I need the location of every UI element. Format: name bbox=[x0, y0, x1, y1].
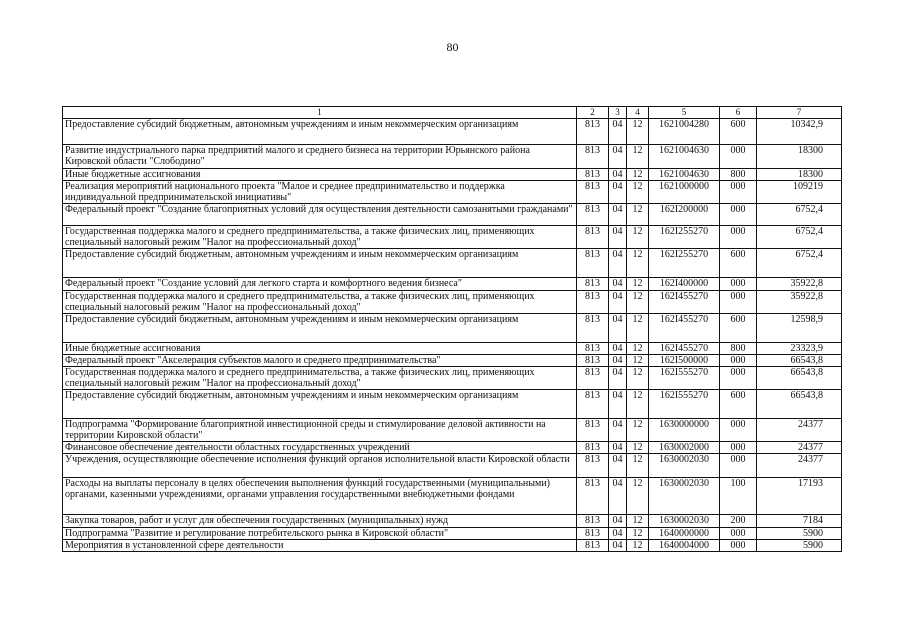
expense-type-cell: 600 bbox=[720, 249, 757, 278]
section-code-cell: 04 bbox=[609, 478, 627, 515]
expense-type-cell: 600 bbox=[720, 119, 757, 145]
ministry-code-cell: 813 bbox=[577, 291, 609, 314]
expense-type-cell: 800 bbox=[720, 169, 757, 181]
table-row bbox=[63, 478, 842, 515]
subsection-code-cell: 12 bbox=[627, 390, 649, 419]
target-article-cell: 162I455270 bbox=[649, 314, 720, 343]
header-cell: 5 bbox=[649, 107, 720, 119]
target-article-cell: 162I255270 bbox=[649, 249, 720, 278]
item-name-cell: Предоставление субсидий бюджетным, автономным учреждениям и иным некоммерческим организациям bbox=[63, 314, 577, 343]
amount-cell: 35922,8 bbox=[757, 291, 842, 314]
section-code-cell: 04 bbox=[609, 515, 627, 528]
target-article-cell: 1630000000 bbox=[649, 419, 720, 442]
item-name-cell: Подпрограмма "Формирование благоприятной инвестиционной среды и стимулирование деловой активности на территории Кировской области" bbox=[63, 419, 577, 442]
table-row bbox=[63, 145, 842, 169]
amount-cell: 17193 bbox=[757, 478, 842, 515]
header-cell: 2 bbox=[577, 107, 609, 119]
expense-type-cell: 000 bbox=[720, 278, 757, 291]
expense-type-cell: 000 bbox=[720, 181, 757, 204]
section-code-cell: 04 bbox=[609, 226, 627, 249]
target-article-cell: 162I500000 bbox=[649, 355, 720, 367]
ministry-code-cell: 813 bbox=[577, 278, 609, 291]
table-row bbox=[63, 314, 842, 343]
table-row bbox=[63, 528, 842, 540]
amount-cell: 18300 bbox=[757, 169, 842, 181]
amount-cell: 10342,9 bbox=[757, 119, 842, 145]
header-cell: 3 bbox=[609, 107, 627, 119]
table-row bbox=[63, 226, 842, 249]
ministry-code-cell: 813 bbox=[577, 226, 609, 249]
table-row bbox=[63, 119, 842, 145]
ministry-code-cell: 813 bbox=[577, 540, 609, 552]
item-name-cell: Федеральный проект "Акселерация субъектов малого и среднего предпринимательства" bbox=[63, 355, 577, 367]
section-code-cell: 04 bbox=[609, 390, 627, 419]
item-name-cell: Федеральный проект "Создание условий для легкого старта и комфортного ведения бизнеса" bbox=[63, 278, 577, 291]
table-row bbox=[63, 204, 842, 226]
item-name-cell: Государственная поддержка малого и среднего предпринимательства, а также физических лиц, применяющих специальный налоговый режим "Налог на профессиональный доход" bbox=[63, 367, 577, 390]
ministry-code-cell: 813 bbox=[577, 204, 609, 226]
amount-cell: 5900 bbox=[757, 528, 842, 540]
table-row bbox=[63, 515, 842, 528]
subsection-code-cell: 12 bbox=[627, 314, 649, 343]
target-article-cell: 1630002030 bbox=[649, 478, 720, 515]
subsection-code-cell: 12 bbox=[627, 249, 649, 278]
table-header-row bbox=[63, 107, 842, 119]
section-code-cell: 04 bbox=[609, 419, 627, 442]
ministry-code-cell: 813 bbox=[577, 515, 609, 528]
section-code-cell: 04 bbox=[609, 204, 627, 226]
subsection-code-cell: 12 bbox=[627, 540, 649, 552]
ministry-code-cell: 813 bbox=[577, 314, 609, 343]
amount-cell: 6752,4 bbox=[757, 226, 842, 249]
expense-type-cell: 000 bbox=[720, 454, 757, 478]
subsection-code-cell: 12 bbox=[627, 367, 649, 390]
ministry-code-cell: 813 bbox=[577, 454, 609, 478]
expense-type-cell: 000 bbox=[720, 291, 757, 314]
ministry-code-cell: 813 bbox=[577, 355, 609, 367]
subsection-code-cell: 12 bbox=[627, 343, 649, 355]
item-name-cell: Учреждения, осуществляющие обеспечение исполнения функций органов исполнительной власти Кировской области bbox=[63, 454, 577, 478]
table-row bbox=[63, 249, 842, 278]
ministry-code-cell: 813 bbox=[577, 442, 609, 454]
table-body bbox=[63, 107, 842, 552]
target-article-cell: 1640000000 bbox=[649, 528, 720, 540]
ministry-code-cell: 813 bbox=[577, 343, 609, 355]
amount-cell: 23323,9 bbox=[757, 343, 842, 355]
section-code-cell: 04 bbox=[609, 145, 627, 169]
target-article-cell: 1621004280 bbox=[649, 119, 720, 145]
expense-type-cell: 000 bbox=[720, 226, 757, 249]
ministry-code-cell: 813 bbox=[577, 419, 609, 442]
target-article-cell: 1621004630 bbox=[649, 169, 720, 181]
amount-cell: 6752,4 bbox=[757, 204, 842, 226]
subsection-code-cell: 12 bbox=[627, 454, 649, 478]
section-code-cell: 04 bbox=[609, 442, 627, 454]
section-code-cell: 04 bbox=[609, 291, 627, 314]
amount-cell: 109219 bbox=[757, 181, 842, 204]
subsection-code-cell: 12 bbox=[627, 204, 649, 226]
item-name-cell: Мероприятия в установленной сфере деятельности bbox=[63, 540, 577, 552]
target-article-cell: 1630002030 bbox=[649, 515, 720, 528]
item-name-cell: Развитие индустриального парка предприятий малого и среднего бизнеса на территории Юрьянского района Кировской области "Слободино" bbox=[63, 145, 577, 169]
target-article-cell: 1621000000 bbox=[649, 181, 720, 204]
section-code-cell: 04 bbox=[609, 528, 627, 540]
ministry-code-cell: 813 bbox=[577, 145, 609, 169]
budget-table bbox=[62, 106, 842, 552]
expense-type-cell: 000 bbox=[720, 367, 757, 390]
expense-type-cell: 000 bbox=[720, 442, 757, 454]
ministry-code-cell: 813 bbox=[577, 169, 609, 181]
target-article-cell: 1630002030 bbox=[649, 454, 720, 478]
header-cell: 1 bbox=[63, 107, 577, 119]
item-name-cell: Предоставление субсидий бюджетным, автономным учреждениям и иным некоммерческим организациям bbox=[63, 249, 577, 278]
subsection-code-cell: 12 bbox=[627, 181, 649, 204]
page-number: 80 bbox=[446, 40, 459, 54]
ministry-code-cell: 813 bbox=[577, 528, 609, 540]
table-row bbox=[63, 291, 842, 314]
section-code-cell: 04 bbox=[609, 314, 627, 343]
expense-type-cell: 000 bbox=[720, 204, 757, 226]
expense-type-cell: 000 bbox=[720, 145, 757, 169]
table-row bbox=[63, 442, 842, 454]
target-article-cell: 162I200000 bbox=[649, 204, 720, 226]
subsection-code-cell: 12 bbox=[627, 119, 649, 145]
amount-cell: 6752,4 bbox=[757, 249, 842, 278]
section-code-cell: 04 bbox=[609, 540, 627, 552]
expense-type-cell: 100 bbox=[720, 478, 757, 515]
subsection-code-cell: 12 bbox=[627, 419, 649, 442]
expense-type-cell: 200 bbox=[720, 515, 757, 528]
header-cell: 7 bbox=[757, 107, 842, 119]
subsection-code-cell: 12 bbox=[627, 291, 649, 314]
amount-cell: 66543,8 bbox=[757, 367, 842, 390]
amount-cell: 24377 bbox=[757, 454, 842, 478]
section-code-cell: 04 bbox=[609, 355, 627, 367]
ministry-code-cell: 813 bbox=[577, 119, 609, 145]
target-article-cell: 1640004000 bbox=[649, 540, 720, 552]
subsection-code-cell: 12 bbox=[627, 145, 649, 169]
table-row bbox=[63, 169, 842, 181]
item-name-cell: Закупка товаров, работ и услуг для обеспечения государственных (муниципальных) нужд bbox=[63, 515, 577, 528]
header-cell: 6 bbox=[720, 107, 757, 119]
table-row bbox=[63, 419, 842, 442]
expense-type-cell: 800 bbox=[720, 343, 757, 355]
amount-cell: 7184 bbox=[757, 515, 842, 528]
table-row bbox=[63, 181, 842, 204]
amount-cell: 35922,8 bbox=[757, 278, 842, 291]
ministry-code-cell: 813 bbox=[577, 390, 609, 419]
expense-type-cell: 000 bbox=[720, 419, 757, 442]
expense-type-cell: 600 bbox=[720, 314, 757, 343]
item-name-cell: Иные бюджетные ассигнования bbox=[63, 169, 577, 181]
subsection-code-cell: 12 bbox=[627, 515, 649, 528]
table-row bbox=[63, 278, 842, 291]
subsection-code-cell: 12 bbox=[627, 226, 649, 249]
item-name-cell: Государственная поддержка малого и среднего предпринимательства, а также физических лиц, применяющих специальный налоговый режим "Налог на профессиональный доход" bbox=[63, 226, 577, 249]
table-row bbox=[63, 454, 842, 478]
subsection-code-cell: 12 bbox=[627, 478, 649, 515]
section-code-cell: 04 bbox=[609, 249, 627, 278]
expense-type-cell: 000 bbox=[720, 355, 757, 367]
target-article-cell: 162I455270 bbox=[649, 343, 720, 355]
item-name-cell: Иные бюджетные ассигнования bbox=[63, 343, 577, 355]
section-code-cell: 04 bbox=[609, 169, 627, 181]
target-article-cell: 162I255270 bbox=[649, 226, 720, 249]
item-name-cell: Государственная поддержка малого и среднего предпринимательства, а также физических лиц, применяющих специальный налоговый режим "Налог на профессиональный доход" bbox=[63, 291, 577, 314]
item-name-cell: Финансовое обеспечение деятельности областных государственных учреждений bbox=[63, 442, 577, 454]
section-code-cell: 04 bbox=[609, 278, 627, 291]
section-code-cell: 04 bbox=[609, 454, 627, 478]
amount-cell: 5900 bbox=[757, 540, 842, 552]
expense-type-cell: 000 bbox=[720, 528, 757, 540]
expense-type-cell: 000 bbox=[720, 540, 757, 552]
item-name-cell: Подпрограмма "Развитие и регулирование потребительского рынка в Кировской области" bbox=[63, 528, 577, 540]
section-code-cell: 04 bbox=[609, 181, 627, 204]
table-row bbox=[63, 355, 842, 367]
section-code-cell: 04 bbox=[609, 119, 627, 145]
amount-cell: 18300 bbox=[757, 145, 842, 169]
item-name-cell: Предоставление субсидий бюджетным, автономным учреждениям и иным некоммерческим организациям bbox=[63, 390, 577, 419]
amount-cell: 24377 bbox=[757, 419, 842, 442]
ministry-code-cell: 813 bbox=[577, 367, 609, 390]
target-article-cell: 1630002000 bbox=[649, 442, 720, 454]
header-cell: 4 bbox=[627, 107, 649, 119]
table-row bbox=[63, 367, 842, 390]
amount-cell: 66543,8 bbox=[757, 390, 842, 419]
subsection-code-cell: 12 bbox=[627, 278, 649, 291]
item-name-cell: Предоставление субсидий бюджетным, автономным учреждениям и иным некоммерческим организациям bbox=[63, 119, 577, 145]
target-article-cell: 162I455270 bbox=[649, 291, 720, 314]
target-article-cell: 162I400000 bbox=[649, 278, 720, 291]
section-code-cell: 04 bbox=[609, 367, 627, 390]
item-name-cell: Федеральный проект "Создание благоприятных условий для осуществления деятельности самозанятыми гражданами" bbox=[63, 204, 577, 226]
amount-cell: 24377 bbox=[757, 442, 842, 454]
amount-cell: 66543,8 bbox=[757, 355, 842, 367]
target-article-cell: 162I555270 bbox=[649, 390, 720, 419]
target-article-cell: 1621004630 bbox=[649, 145, 720, 169]
subsection-code-cell: 12 bbox=[627, 528, 649, 540]
ministry-code-cell: 813 bbox=[577, 181, 609, 204]
ministry-code-cell: 813 bbox=[577, 478, 609, 515]
amount-cell: 12598,9 bbox=[757, 314, 842, 343]
table-row bbox=[63, 390, 842, 419]
target-article-cell: 162I555270 bbox=[649, 367, 720, 390]
expense-type-cell: 600 bbox=[720, 390, 757, 419]
subsection-code-cell: 12 bbox=[627, 169, 649, 181]
item-name-cell: Реализация мероприятий национального проекта "Малое и среднее предпринимательство и поддержка индивидуальной предпринимательской инициативы" bbox=[63, 181, 577, 204]
section-code-cell: 04 bbox=[609, 343, 627, 355]
table-row bbox=[63, 343, 842, 355]
table-row bbox=[63, 540, 842, 552]
subsection-code-cell: 12 bbox=[627, 355, 649, 367]
item-name-cell: Расходы на выплаты персоналу в целях обеспечения выполнения функций государственными (муниципальными) органами, казенными учреждениями, органами управления государственными внебюджетными фондами bbox=[63, 478, 577, 515]
subsection-code-cell: 12 bbox=[627, 442, 649, 454]
ministry-code-cell: 813 bbox=[577, 249, 609, 278]
